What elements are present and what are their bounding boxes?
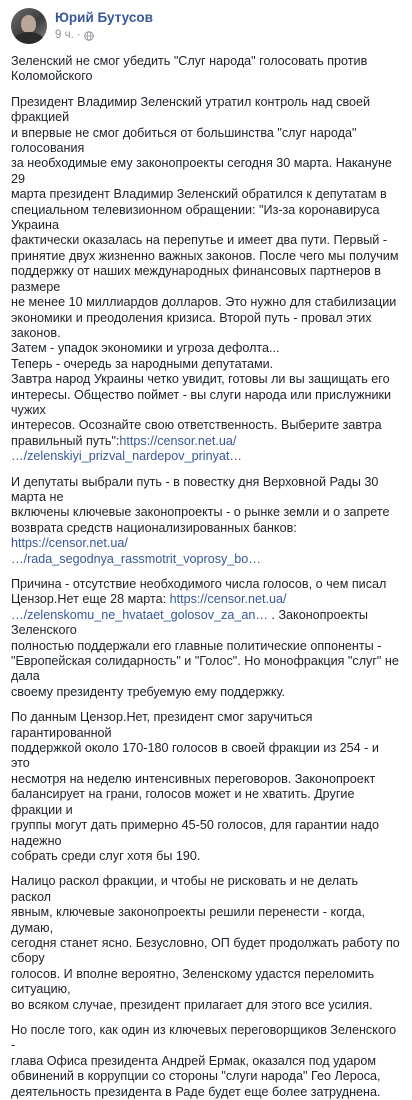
- link-censor-3a[interactable]: https://censor.net.ua/: [169, 592, 287, 607]
- paragraph-3: Причина - отсутствие необходимого числа голосов, о чем писал Цензор.Нет еще 28 марта: https://censor.net.ua/ …/zelenskomu_ne_hvataet_golosov_za_an… . Законопроекты Зеленского полностью поддержали его главные политические оппоненты - "Европейская солидарность" и "Голос". Но монофракция "слуг" не дала своему президенту требуемую ему поддержку.: [11, 577, 399, 699]
- link-censor-1a[interactable]: https://censor.net.ua/: [119, 433, 237, 448]
- globe-icon[interactable]: [84, 30, 94, 40]
- paragraph-5: Налицо раскол фракции, и чтобы не рисковать и не делать раскол явным, ключевые законопроекты решили перенести - когда, думаю, сегодня станет ясно. Безусловно, ОП будет продолжать работу по сбору голосов. И вполне вероятно, Зеленскому удастся переломить ситуацию, во всяком случае, президент прилагает для этого все усилия.: [11, 874, 400, 1012]
- post-header: [11, 8, 401, 48]
- paragraph-4: По данным Цензор.Нет, президент смог заручиться гарантированной поддержкой около 170-180 голосов в своей фракции из 254 - и это несмотря на неделю интенсивных переговоров. Законопроект балансирует на грани, голосов может и не хватить. Другие фракции и группы могут дать примерно 45-50 голосов, для гарантии надо надежно собрать среди слуг хотя бы 190.: [11, 710, 379, 863]
- avatar[interactable]: [11, 8, 47, 44]
- timestamp-row: [55, 27, 153, 43]
- author-name[interactable]: Юрий Бутусов: [55, 10, 153, 25]
- link-censor-2b[interactable]: …/rada_segodnya_rassmotrit_voprosy_bo…: [11, 551, 261, 566]
- paragraph-2: И депутаты выбрали путь - в повестку дня Верховной Рады 30 марта не включены ключевые законопроекты - о рынке земли и о запрете возврата средств национализированных банков: https://censor.net.ua/ …/rada_segodnya_rassmotrit_voprosy_bo…: [11, 475, 401, 567]
- paragraph-6: Но после того, как один из ключевых переговорщиков Зеленского - глава Офиса президента Андрей Ермак, оказался под ударом обвинений в коррупции со стороны "слуги народа" Гео Лероса, деятельность президента в Раде будет еще более затруднена.: [11, 1022, 397, 1099]
- post-title: Зеленский не смог убедить "Слуг народа" голосовать против Коломойского: [11, 54, 368, 84]
- timestamp[interactable]: 9 ч.: [55, 29, 74, 41]
- separator: ·: [76, 29, 81, 41]
- link-censor-1b[interactable]: …/zelenskiyi_prizval_nardepov_prinyat…: [11, 449, 242, 464]
- post-meta: [55, 8, 153, 43]
- post-body: [11, 54, 401, 1100]
- link-censor-2a[interactable]: https://censor.net.ua/: [11, 536, 128, 551]
- paragraph-1: Президент Владимир Зеленский утратил контроль над своей фракцией и впервые не смог добиться от большинства "слуг народа" голосования за необходимые ему законопроекты сегодня 30 марта. Накануне 29 марта президент Владимир Зеленский обратился к депутатам в специальном телевизионном обращении: "Из-за коронавируса Украина фактически оказалась на перепутье и имеет два пути. Первый - принятие двух жизненно важных законов. После чего мы получим поддержку от наших международных финансовых партнеров в размере не менее 10 миллиардов долларов. Это нужно для стабилизации экономики и преодоления кризиса. Второй путь - провал этих законов. Затем - упадок экономики и угроза дефолта... Теперь - очередь за народными депутатами. Завтра народ Украины четко увидит, готовы ли вы защищать его интересы. Общество поймет - вы слуги народа или прислужники чужих интересов. Осознайте свою ответственность. Выберите завтра правильный путь":https://censor.net.ua/ …/zelenskiyi_prizval_nardepov_prinyat…: [11, 95, 401, 465]
- link-censor-3b[interactable]: …/zelenskomu_ne_hvataet_golosov_za_an…: [11, 607, 268, 622]
